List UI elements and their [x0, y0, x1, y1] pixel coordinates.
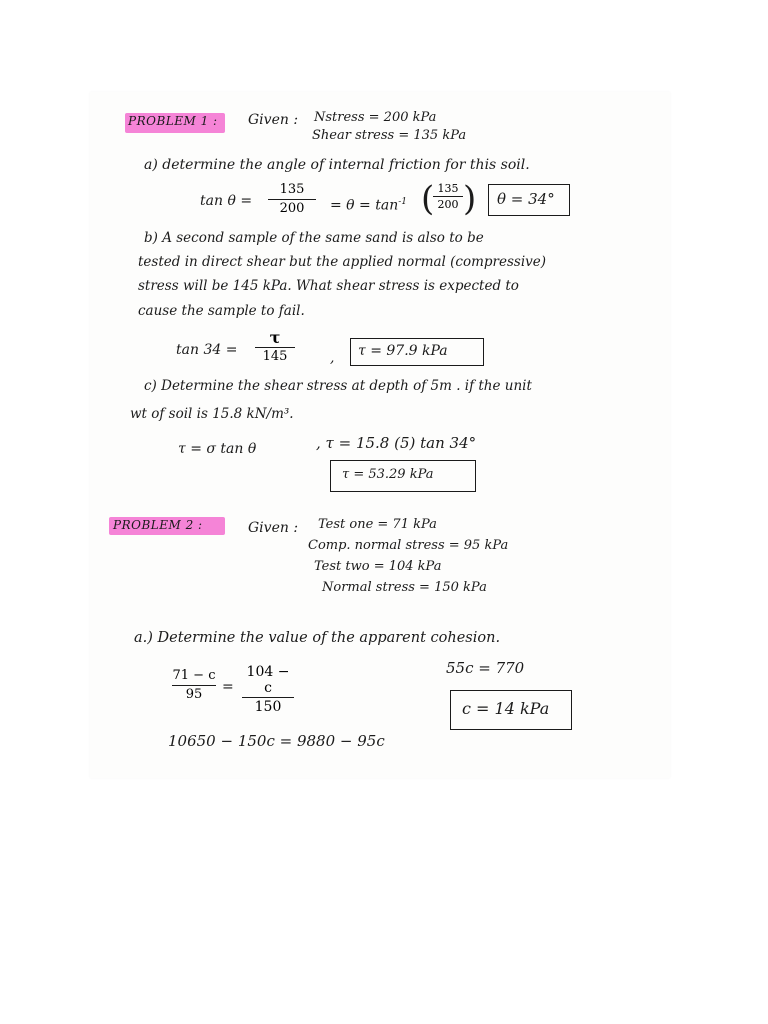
- fraction-denominator: 150: [254, 699, 282, 715]
- problem2-given-label: Given :: [248, 520, 299, 536]
- fraction-numerator: 135: [279, 182, 305, 197]
- fraction-bar: [268, 199, 316, 200]
- problem1-b-line: tested in direct shear but the applied normal (compressive): [138, 254, 547, 270]
- problem1-c-substitution: , τ = 15.8 (5) tan 34°: [316, 434, 477, 452]
- fraction-denominator: 95: [185, 687, 203, 702]
- problem2-a-equals: =: [222, 679, 234, 695]
- problem1-label: PROBLEM 1 :: [128, 114, 218, 128]
- problem2-given-line: Comp. normal stress = 95 kPa: [308, 538, 509, 553]
- fraction-bar: [433, 196, 463, 197]
- problem1-a-paren-fraction: [433, 182, 463, 211]
- problem2-given-line: Normal stress = 150 kPa: [322, 580, 487, 595]
- problem1-a-question: a) determine the angle of internal friction for this soil.: [144, 157, 530, 173]
- problem1-b-answer: τ = 97.9 kPa: [358, 343, 448, 359]
- fraction-numerator: τ: [269, 328, 281, 347]
- problem2-given-line: Test two = 104 kPa: [314, 559, 442, 574]
- problem2-label: PROBLEM 2 :: [113, 518, 203, 532]
- problem2-a-question: a.) Determine the value of the apparent cohesion.: [134, 630, 501, 646]
- mid-text: = θ = tan: [330, 197, 399, 214]
- problem1-c-answer: τ = 53.29 kPa: [342, 467, 434, 482]
- problem2-given-line: Test one = 71 kPa: [318, 517, 437, 532]
- fraction-numerator: 104 − c: [246, 664, 290, 696]
- problem1-given-line: Nstress = 200 kPa: [314, 110, 437, 125]
- problem1-b-comma: ,: [330, 350, 335, 366]
- problem2-a-answer: c = 14 kPa: [462, 699, 550, 718]
- problem1-b-lhs: tan 34 =: [176, 342, 238, 358]
- problem1-given-line: Shear stress = 135 kPa: [312, 128, 467, 143]
- problem1-a-paren-close: ): [463, 179, 477, 219]
- problem1-c-line: wt of soil is 15.8 kN/m³.: [130, 406, 294, 422]
- problem1-c-line: c) Determine the shear stress at depth of 5m . if the unit: [144, 378, 532, 394]
- problem1-a-fraction: [268, 182, 316, 217]
- problem1-b-line: b) A second sample of the same sand is also to be: [144, 230, 484, 246]
- problem2-a-fraction-right: [242, 664, 294, 715]
- inverse-superscript: -1: [398, 197, 408, 207]
- problem1-a-lhs: tan θ =: [200, 193, 253, 209]
- fraction-bar: [242, 697, 294, 698]
- fraction-denominator: 200: [279, 201, 305, 216]
- fraction-numerator: 135: [437, 182, 459, 195]
- problem2-a-expansion: 10650 − 150c = 9880 − 95c: [168, 732, 385, 750]
- problem1-b-fraction: [255, 330, 295, 365]
- fraction-denominator: 145: [262, 349, 288, 364]
- fraction-bar: [172, 685, 216, 686]
- fraction-denominator: 200: [437, 198, 459, 211]
- problem1-given-label: Given :: [248, 112, 299, 128]
- problem2-a-side-work: 55c = 770: [446, 659, 525, 677]
- fraction-numerator: 71 − c: [172, 668, 216, 683]
- fraction-bar: [255, 347, 295, 348]
- problem1-b-line: stress will be 145 kPa. What shear stress is expected to: [138, 278, 519, 294]
- problem2-a-fraction-left: [172, 668, 216, 703]
- problem1-a-answer: θ = 34°: [497, 190, 555, 208]
- problem1-a-paren-open: (: [421, 179, 435, 219]
- problem1-b-line: cause the sample to fail.: [138, 303, 305, 319]
- problem1-c-formula: τ = σ tan θ: [178, 441, 257, 457]
- problem1-a-mid: [330, 194, 407, 214]
